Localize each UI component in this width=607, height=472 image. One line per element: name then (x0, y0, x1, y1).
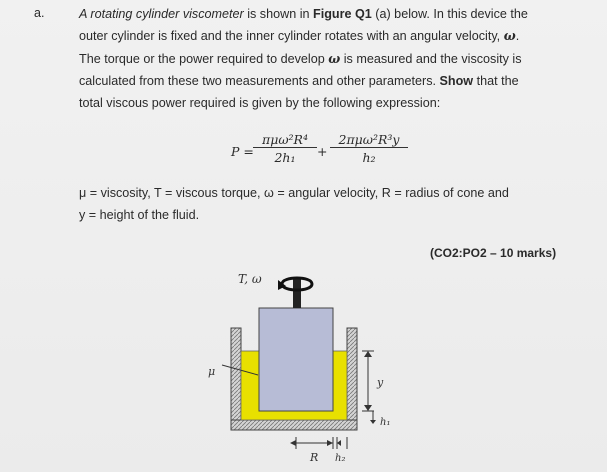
r-label: R (310, 451, 319, 464)
variable-definitions (79, 182, 589, 226)
text-line1b: is shown in (243, 7, 314, 21)
outer-wall-bottom (231, 420, 357, 430)
r-arrow-left-icon (290, 440, 296, 446)
y-arrow-top-icon (364, 351, 372, 357)
h1-label: h₁ (380, 417, 391, 428)
formula-lhs: P = (231, 144, 254, 159)
term2-denominator: h₂ (330, 147, 408, 165)
mu-label: μ (208, 365, 216, 378)
text-line2: outer cylinder is fixed and the inner cylinder rotates with an angular velocity, (79, 29, 504, 44)
formula-term2 (330, 132, 408, 165)
term1-numerator: πμω²R⁴ (262, 132, 308, 147)
viscometer-figure (190, 262, 420, 472)
question-label: a. (34, 6, 45, 20)
marks-label: (CO2:PO2 – 10 marks) (430, 246, 557, 260)
text-line4b: that the (473, 73, 519, 88)
drive-shaft (293, 277, 301, 308)
torque-label: T, ω (238, 272, 262, 286)
y-label: y (377, 376, 384, 389)
show-keyword: Show (439, 73, 474, 88)
viscometer-diagram (190, 262, 420, 472)
device-name: A rotating cylinder viscometer (79, 7, 244, 21)
text-line5: total viscous power required is given by the following expression: (79, 96, 441, 111)
inner-cylinder (259, 308, 333, 411)
outer-wall-right (347, 328, 357, 430)
h2-arrow-icon (337, 440, 341, 446)
term1-denominator: 2h₁ (253, 147, 317, 165)
formula-plus: + (317, 144, 328, 159)
y-arrow-bottom-icon (364, 405, 372, 411)
r-arrow-right-icon (327, 440, 333, 446)
term2-numerator: 2πμω²R³y (338, 132, 400, 147)
text-line1c: (a) below. In this device the (371, 7, 528, 21)
h2-label: h₂ (335, 453, 346, 464)
power-formula (231, 130, 411, 176)
omega-symbol-2: ω (328, 50, 341, 66)
text-line3: The torque or the power required to develop (79, 51, 329, 66)
omega-symbol: ω (503, 28, 516, 44)
definitions-line2: y = height of the fluid. (79, 208, 200, 222)
outer-wall-left (231, 328, 241, 430)
h1-arrow-icon (370, 420, 376, 424)
text-line3b: is measured and the viscosity is (340, 51, 522, 66)
formula-term1 (253, 132, 317, 165)
text-line4: calculated from these two measurements and other parameters. (79, 73, 440, 88)
definitions-line1: μ = viscosity, T = viscous torque, ω = angular velocity, R = radius of cone and (79, 186, 509, 200)
figure-reference: Figure Q1 (313, 7, 372, 21)
question-text: A rotating cylinder viscometer is shown in Figure Q1 (a) below. In this device the outer cylinder is fixed and the inner cylinder rotates with an angular velocity, ω. The torque or the power required to develop ω is measured and the viscosity is calculated from these two measurements and other parameters. Show that the total viscous power required is given by the following expression: (79, 7, 528, 111)
